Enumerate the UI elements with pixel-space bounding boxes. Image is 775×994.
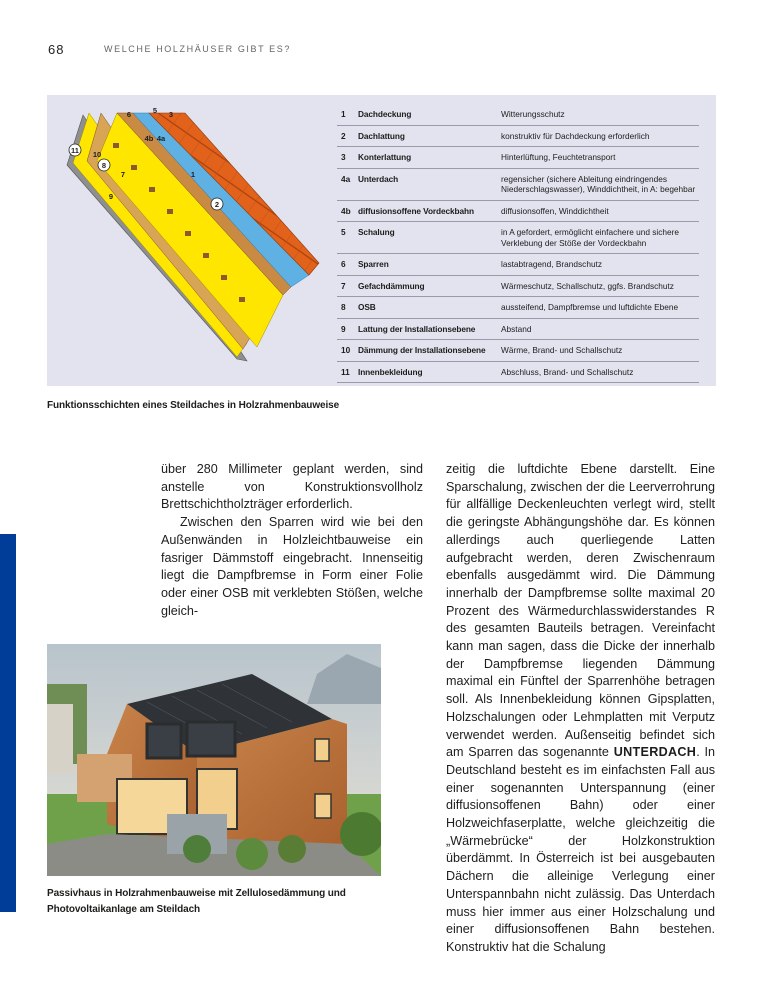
diagram-label-3: 3 [168, 110, 174, 119]
layer-row [337, 168, 699, 200]
layer-row [337, 361, 699, 383]
layer-name: Dachlattung [358, 125, 501, 147]
layer-number: 9 [337, 318, 358, 340]
layer-number: 3 [337, 147, 358, 169]
layer-number: 4b [337, 200, 358, 222]
layer-function: konstruktiv für Dachdeckung erforderlich [501, 125, 699, 147]
paragraph [446, 461, 715, 957]
layer-row [337, 222, 699, 254]
layer-row [337, 340, 699, 362]
layer-name: Unterdach [358, 168, 501, 200]
layer-number: 11 [337, 361, 358, 383]
text-column-right [446, 461, 715, 957]
diagram-label-11: 11 [71, 146, 79, 155]
layer-function: Witterungsschutz [501, 104, 699, 125]
figure-caption: Funktionsschichten eines Steildaches in Holzrahmenbauweise [47, 400, 340, 411]
layer-function: diffusionsoffen, Winddichtheit [501, 200, 699, 222]
paragraph: über 280 Millimeter geplant werden, sind anstelle von Konstruktionsvollholz Brettschichtholzträger erforderlich. [161, 462, 423, 512]
layer-number: 1 [337, 104, 358, 125]
layer-function: aussteifend, Dampfbremse und luftdichte Ebene [501, 297, 699, 319]
page-number: 68 [48, 42, 65, 57]
layer-number: 10 [337, 340, 358, 362]
layer-name: Gefachdämmung [358, 275, 501, 297]
layer-function: regensicher (sichere Ableitung eindringendes Niederschlagswasser), Winddichtheit, in A: begehbar [501, 168, 699, 200]
diagram-label-5: 5 [152, 106, 158, 115]
chapter-marker-bar [0, 534, 16, 912]
layer-function: Abstand [501, 318, 699, 340]
layer-function: Hinterlüftung, Feuchtetransport [501, 147, 699, 169]
layer-name: OSB [358, 297, 501, 319]
layer-name: Schalung [358, 222, 501, 254]
layer-function: in A gefordert, ermöglicht einfachere und sichere Verklebung der Stöße der Vordeckbahn [501, 222, 699, 254]
diagram-label-7: 7 [120, 170, 126, 179]
layer-function: lastabtragend, Brandschutz [501, 254, 699, 276]
running-title: WELCHE HOLZHÄUSER GIBT ES? [104, 44, 291, 54]
layer-row [337, 297, 699, 319]
diagram-label-1: 1 [190, 170, 196, 179]
layer-name: Dachdeckung [358, 104, 501, 125]
layer-row [337, 147, 699, 169]
house-photo [47, 644, 381, 876]
layer-number: 2 [337, 125, 358, 147]
layer-function: Abschluss, Brand- und Schallschutz [501, 361, 699, 383]
text-column-left [161, 461, 423, 620]
layer-name: Lattung der Installationsebene [358, 318, 501, 340]
diagram-label-9: 9 [108, 192, 114, 201]
layer-row [337, 254, 699, 276]
layer-number: 8 [337, 297, 358, 319]
paragraph: Zwischen den Sparren wird wie bei den Außenwänden in Holzleichtbauweise ein fasriger Dämmstoff eingebracht. Innenseitig liegt die Dampfbremse in Form einer Folie oder einer OSB mit verklebten Stößen, welche gleich- [161, 515, 423, 618]
layer-row [337, 125, 699, 147]
layer-name: Innenbekleidung [358, 361, 501, 383]
layer-row [337, 318, 699, 340]
layer-number: 7 [337, 275, 358, 297]
layer-table [337, 104, 699, 383]
photo-caption: Passivhaus in Holzrahmenbauweise mit Zellulosedämmung und Photovoltaikanlage am Steildach [47, 888, 346, 915]
figure-panel [47, 95, 716, 386]
layer-row [337, 104, 699, 125]
text-run: . In Deutschland besteht es im einfachsten Fall aus einer sogenannten Unterspannung (einer diffusionsoffenen Bahn) oder einer Holzweichfaserplatte, welche gleichzeitig die „Wärmebrücke“ der Holzkonstruktion überdämmt. In Österreich ist bei ausgebauten Dächern die alleinige Verlegung einer Unterspannbahn nicht zulässig. Das Unterdach muss hier immer aus einer Holzschalung und einer diffusionsoffenen Bahn bestehen. Konstruktiv hat die Schalung [446, 745, 716, 954]
layer-number: 4a [337, 168, 358, 200]
layer-number: 5 [337, 222, 358, 254]
highlighted-term: UNTERDACH [613, 745, 697, 760]
layer-function: Wärmeschutz, Schallschutz, ggfs. Brandschutz [501, 275, 699, 297]
diagram-label-6: 6 [126, 110, 132, 119]
diagram-label-4a: 4a [156, 134, 166, 143]
text-run: zeitig die luftdichte Ebene darstellt. Eine Sparschalung, zwischen der die Leerverrohrung für allfällige Deckenleuchten verlegt wird, stellt die geringste Abhängungshöhe dar. Es können allerdings auch querliegende Latten aufgebracht werden, deren Zwischenraum ebenfalls ausgedämmt wird. Die Dämmung innerhalb der Dampfbremse sollte maximal 20 Prozent des Wärmedurchlasswiderstandes R des gesamten Bauteils betragen. Vereinfacht kann man sagen, dass die Dicke der innerhalb der Dampfbremse liegenden Dämmung maximal ein Fünftel der Sparrenhöhe betragen soll. Als Innenbekleidung können Gipsplatten, Holzschalungen oder Lehmplatten mit Verputz verwendet werden. Außenseitig befindet sich am Sparren das sogenannte [446, 462, 715, 760]
layer-name: Konterlattung [358, 147, 501, 169]
layer-row [337, 200, 699, 222]
diagram-label-4b: 4b [144, 134, 154, 143]
layer-number: 6 [337, 254, 358, 276]
layer-name: Sparren [358, 254, 501, 276]
roof-layer-diagram [47, 95, 337, 386]
layer-function: Wärme, Brand- und Schallschutz [501, 340, 699, 362]
layer-name: Dämmung der Installationsebene [358, 340, 501, 362]
diagram-label-2: 2 [214, 200, 220, 209]
diagram-label-8: 8 [101, 161, 107, 170]
layer-row [337, 275, 699, 297]
layer-name: diffusionsoffene Vordeckbahn [358, 200, 501, 222]
diagram-label-10: 10 [92, 150, 102, 159]
